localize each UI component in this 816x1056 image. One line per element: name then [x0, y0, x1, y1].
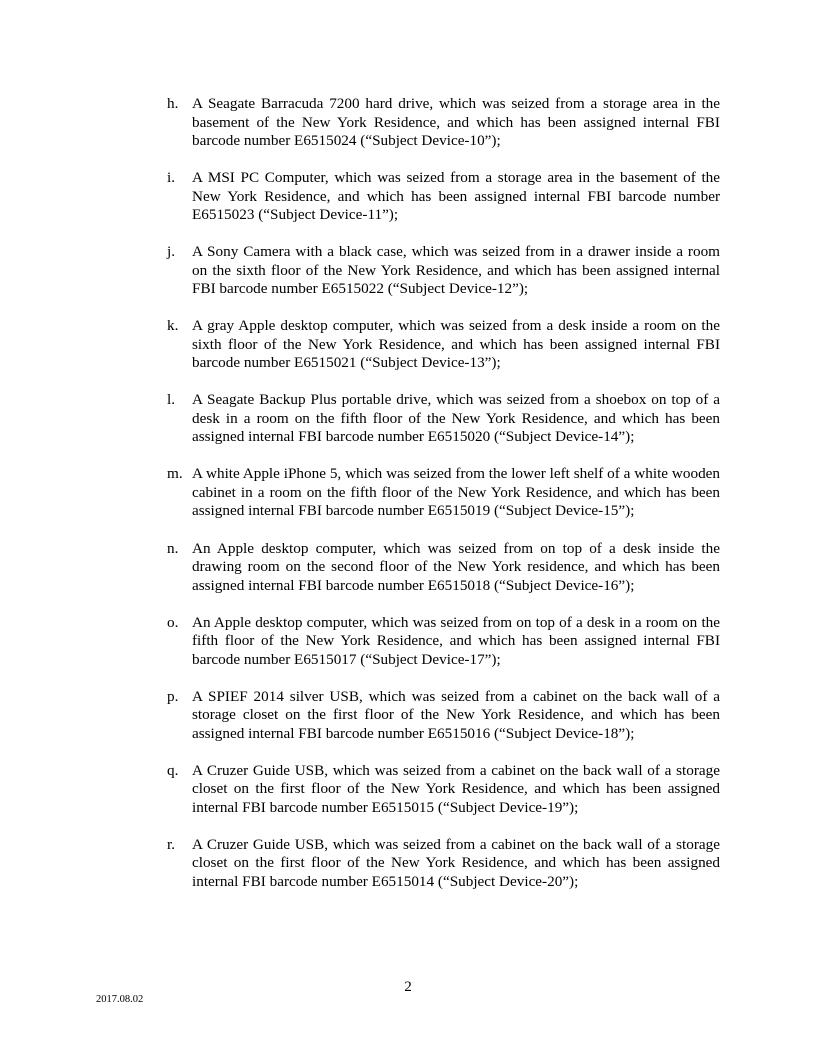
list-item-text: An Apple desktop computer, which was seized from on top of a desk inside the drawing room on the second floor of the New York residence, and which has been assigned internal FBI barcode number E6515018 (“Subject Device-16”);: [192, 539, 720, 594]
list-item-marker: i.: [167, 169, 176, 187]
list-item-text: A gray Apple desktop computer, which was seized from a desk inside a room on the sixth floor of the New York Residence, and which has been assigned internal FBI barcode number E6515021 (“Subject Device-13”);: [192, 317, 720, 372]
list-item-text: An Apple desktop computer, which was seized from on top of a desk in a room on the fifth floor of the New York Residence, and which has been assigned internal FBI barcode number E6515017 (“Subject Device-17”);: [192, 613, 720, 668]
list-item-marker: j.: [167, 243, 176, 261]
list-item: [0, 391, 816, 447]
list-item-marker: o.: [167, 613, 179, 631]
list-item: [0, 95, 816, 151]
list-item: [0, 836, 816, 892]
list-item-text: A Seagate Barracuda 7200 hard drive, which was seized from a storage area in the basement of the New York Residence, and which has been assigned internal FBI barcode number E6515024 (“Subject Device-10”);: [192, 95, 720, 149]
list-item: [0, 317, 816, 373]
list-item-marker: k.: [167, 317, 179, 335]
list-item-marker: q.: [167, 761, 179, 779]
list-item-text: A MSI PC Computer, which was seized from a storage area in the basement of the New York Residence, and which has been assigned internal FBI barcode number E6515023 (“Subject Device-11”);: [192, 169, 720, 224]
list-item-text: A Sony Camera with a black case, which was seized from in a drawer inside a room on the sixth floor of the New York Residence, and which has been assigned internal FBI barcode number E6515022 (“Subject Device-12”);: [192, 243, 720, 298]
list-item-text: A SPIEF 2014 silver USB, which was seized from a cabinet on the back wall of a storage closet on the first floor of the New York Residence, and which has been assigned internal FBI barcode number E6515016 (“Subject Device-18”);: [192, 687, 720, 742]
list-item-marker: h.: [167, 95, 179, 112]
page-number: 2: [404, 978, 412, 995]
list-item: [0, 465, 816, 521]
list-item-marker: l.: [167, 391, 176, 409]
list-item: [0, 688, 816, 744]
list-item: [0, 540, 816, 596]
list-item: [0, 614, 816, 670]
date-stamp: 2017.08.02: [96, 994, 144, 1005]
list-item-text: A Cruzer Guide USB, which was seized from a cabinet on the back wall of a storage closet on the first floor of the New York Residence, and which has been assigned internal FBI barcode number E6515014 (“Subject Device-20”);: [192, 835, 720, 890]
list-item: [0, 243, 816, 299]
list-item: [0, 169, 816, 225]
list-item: [0, 762, 816, 818]
list-item-text: A Cruzer Guide USB, which was seized from a cabinet on the back wall of a storage closet on the first floor of the New York Residence, and which has been assigned internal FBI barcode number E6515015 (“Subject Device-19”);: [192, 761, 720, 816]
list-item-text: A Seagate Backup Plus portable drive, which was seized from a shoebox on top of a desk in a room on the fifth floor of the New York Residence, and which has been assigned internal FBI barcode number E6515020 (“Subject Device-14”);: [192, 391, 720, 446]
list-item-text: A white Apple iPhone 5, which was seized from the lower left shelf of a white wooden cabinet in a room on the fifth floor of the New York Residence, and which has been assigned internal FBI barcode number E6515019 (“Subject Device-15”);: [192, 465, 720, 520]
list-item-marker: r.: [167, 835, 176, 853]
list-item-marker: p.: [167, 687, 179, 705]
device-list: [0, 95, 816, 910]
list-item-marker: n.: [167, 539, 179, 557]
list-item-marker: m.: [167, 465, 183, 483]
